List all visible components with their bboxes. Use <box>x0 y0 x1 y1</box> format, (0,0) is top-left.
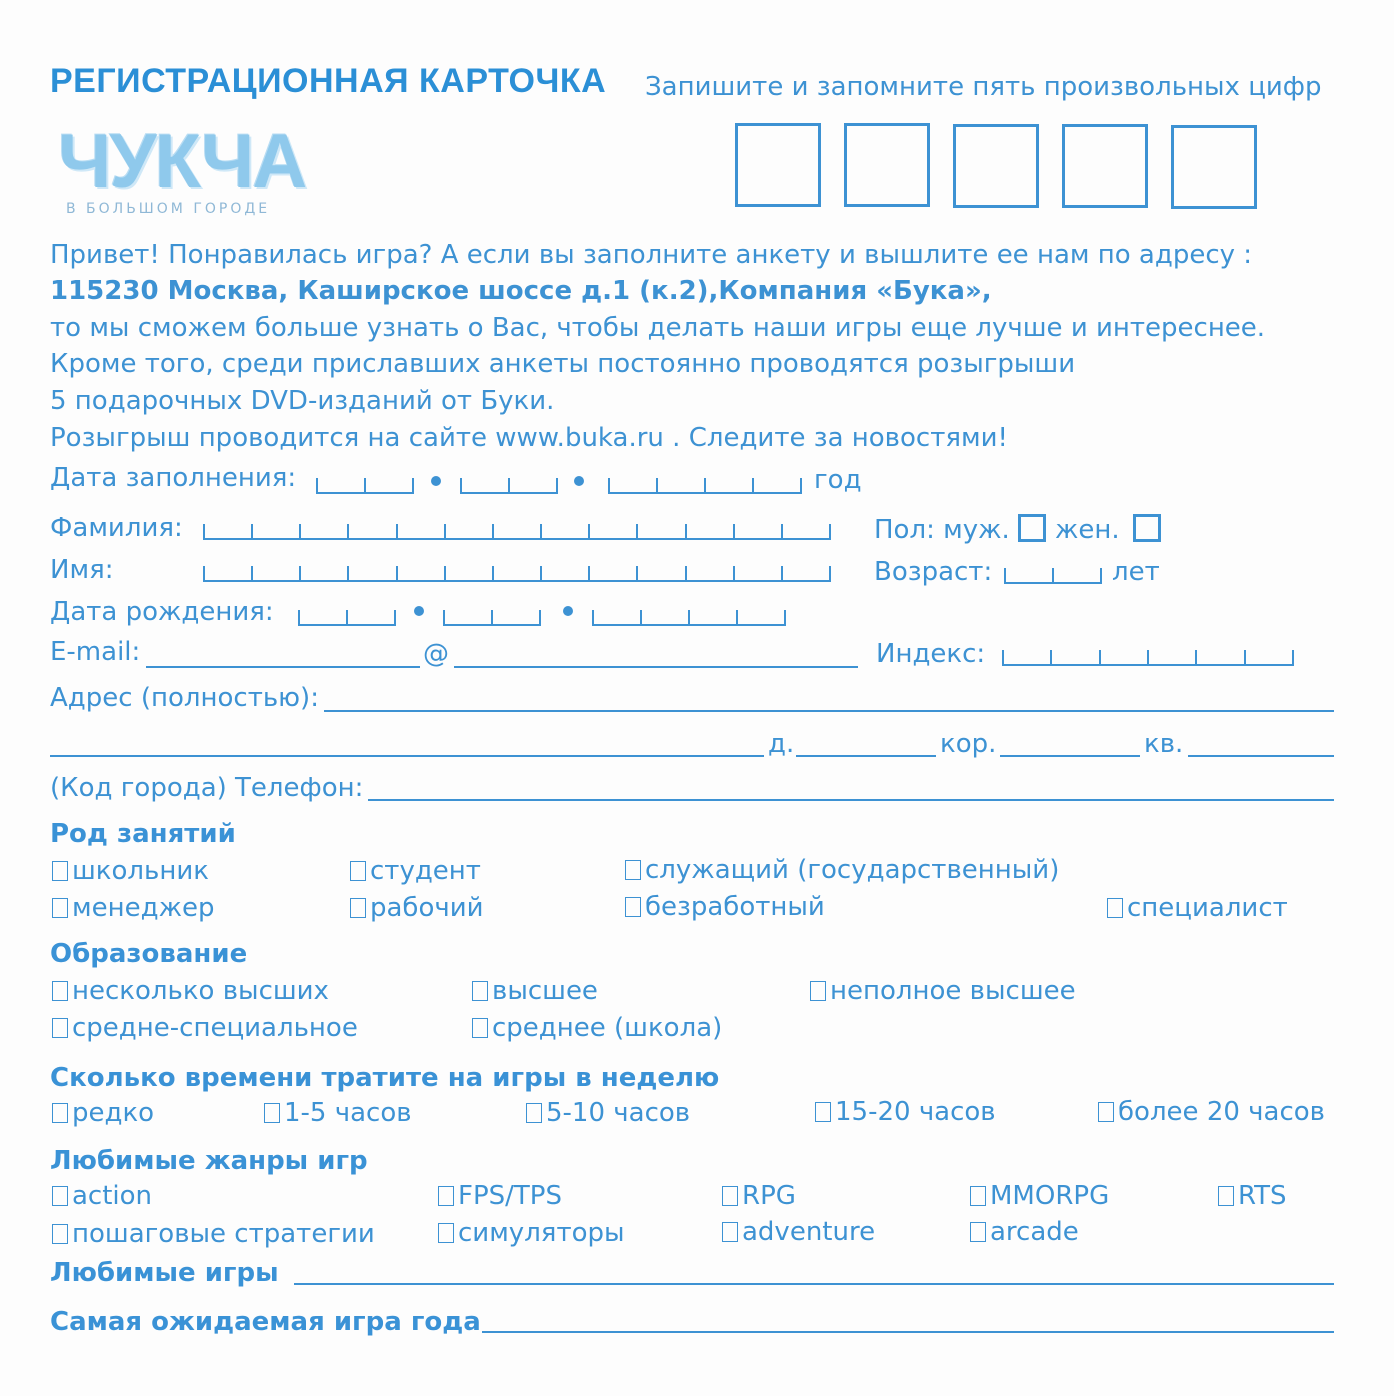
checkbox[interactable] <box>52 1186 68 1206</box>
checkbox[interactable] <box>1098 1102 1114 1122</box>
education-option[interactable]: средне-специальное <box>52 1013 358 1043</box>
index-field[interactable] <box>1002 640 1294 666</box>
checkbox[interactable] <box>350 898 366 918</box>
birth-date-month[interactable] <box>443 600 541 626</box>
time-option[interactable]: 5-10 часов <box>526 1098 690 1128</box>
date-separator <box>574 476 584 486</box>
address-field-2[interactable] <box>50 755 764 757</box>
genre-option[interactable]: RTS <box>1218 1181 1287 1211</box>
checkbox[interactable] <box>52 981 68 1001</box>
checkbox[interactable] <box>722 1222 738 1242</box>
email-user-field[interactable] <box>146 666 420 668</box>
checkbox[interactable] <box>625 897 641 917</box>
checkbox[interactable] <box>722 1186 738 1206</box>
intro-line-5: 5 подарочных DVD-изданий от Буки. <box>50 386 555 416</box>
genre-option[interactable]: action <box>52 1181 152 1211</box>
checkbox[interactable] <box>1218 1186 1234 1206</box>
phone-label: (Код города) Телефон: <box>50 773 364 803</box>
fill-date-label: Дата заполнения: <box>50 463 297 493</box>
genres-title: Любимые жанры игр <box>50 1146 368 1176</box>
checkbox[interactable] <box>438 1186 454 1206</box>
game-logo <box>58 118 305 217</box>
name-field[interactable] <box>203 556 831 582</box>
occupation-option[interactable]: школьник <box>52 856 209 886</box>
logo-name: ЧУКЧА <box>58 119 306 204</box>
digit-box-2[interactable] <box>844 123 930 207</box>
flat-label: кв. <box>1144 729 1184 759</box>
genre-option[interactable]: симуляторы <box>438 1218 625 1248</box>
date-separator <box>414 606 424 616</box>
occupation-option[interactable]: специалист <box>1107 893 1288 923</box>
favorite-games-label: Любимые игры <box>50 1258 279 1288</box>
occupation-option[interactable]: менеджер <box>52 893 215 923</box>
birth-date-day[interactable] <box>298 600 396 626</box>
checkbox[interactable] <box>472 1018 488 1038</box>
time-option[interactable]: 1-5 часов <box>264 1098 412 1128</box>
intro-line-4: Кроме того, среди приславших анкеты постоянно проводятся розыгрыши <box>50 349 1076 379</box>
checkbox[interactable] <box>625 860 641 880</box>
genre-option[interactable]: arcade <box>970 1217 1079 1247</box>
education-option[interactable]: высшее <box>472 976 598 1006</box>
genre-option[interactable]: RPG <box>722 1181 796 1211</box>
surname-field[interactable] <box>203 514 831 540</box>
intro-line-3: то мы сможем больше узнать о Вас, чтобы делать наши игры еще лучше и интереснее. <box>50 313 1266 343</box>
time-option[interactable]: редко <box>52 1098 154 1128</box>
building-field[interactable] <box>1000 755 1140 757</box>
checkbox[interactable] <box>970 1186 986 1206</box>
time-title: Сколько времени тратите на игры в неделю <box>50 1063 720 1093</box>
gender-female-label: жен. <box>1055 515 1120 545</box>
education-option[interactable]: неполное высшее <box>810 976 1076 1006</box>
digits-hint: Запишите и запомните пять произвольных цифр <box>645 72 1322 102</box>
education-title: Образование <box>50 939 248 969</box>
time-option[interactable]: 15-20 часов <box>815 1097 996 1127</box>
age-field[interactable] <box>1004 558 1102 584</box>
gender-female-checkbox[interactable] <box>1133 514 1161 542</box>
phone-field[interactable] <box>368 799 1334 801</box>
checkbox[interactable] <box>815 1102 831 1122</box>
email-at-sign: @ <box>423 639 449 669</box>
checkbox[interactable] <box>52 1224 68 1244</box>
address-field[interactable] <box>324 710 1334 712</box>
checkbox[interactable] <box>810 981 826 1001</box>
occupation-option[interactable]: безработный <box>625 892 825 922</box>
digit-box-3[interactable] <box>953 124 1039 208</box>
most-awaited-label: Самая ожидаемая игра года <box>50 1307 481 1337</box>
surname-label: Фамилия: <box>50 513 183 543</box>
genre-option[interactable]: MMORPG <box>970 1181 1109 1211</box>
logo-subtitle: В БОЛЬШОМ ГОРОДЕ <box>66 201 271 217</box>
occupation-option[interactable]: рабочий <box>350 893 484 923</box>
name-label: Имя: <box>50 555 114 585</box>
age-label: Возраст: <box>874 557 993 587</box>
checkbox[interactable] <box>472 981 488 1001</box>
occupation-option[interactable]: служащий (государственный) <box>625 855 1059 885</box>
occupation-title: Род занятий <box>50 819 236 849</box>
birth-date-label: Дата рождения: <box>50 597 274 627</box>
digit-box-1[interactable] <box>735 123 821 207</box>
checkbox[interactable] <box>1107 898 1123 918</box>
email-label: E-mail: <box>50 637 141 667</box>
intro-address: 115230 Москва, Каширское шоссе д.1 (к.2),Компания «Бука», <box>50 276 992 306</box>
digit-box-4[interactable] <box>1062 124 1148 208</box>
education-option[interactable]: среднее (школа) <box>472 1013 722 1043</box>
checkbox[interactable] <box>52 1103 68 1123</box>
genre-option[interactable]: FPS/TPS <box>438 1181 562 1211</box>
checkbox[interactable] <box>52 898 68 918</box>
date-separator <box>431 476 441 486</box>
genre-option[interactable]: пошаговые стратегии <box>52 1219 375 1249</box>
genre-option[interactable]: adventure <box>722 1217 875 1247</box>
years-label: лет <box>1112 557 1160 587</box>
checkbox[interactable] <box>438 1223 454 1243</box>
checkbox[interactable] <box>52 861 68 881</box>
index-label: Индекс: <box>876 639 986 669</box>
building-label: кор. <box>940 729 997 759</box>
checkbox[interactable] <box>264 1103 280 1123</box>
fill-date-year[interactable] <box>608 468 802 494</box>
most-awaited-field[interactable] <box>482 1331 1334 1333</box>
email-domain-field[interactable] <box>454 666 858 668</box>
card-title: РЕГИСТРАЦИОННАЯ КАРТОЧКА <box>50 62 607 100</box>
address-label: Адрес (полностью): <box>50 683 319 713</box>
digit-box-5[interactable] <box>1171 125 1257 209</box>
year-label: год <box>814 465 862 495</box>
flat-field[interactable] <box>1188 755 1334 757</box>
checkbox[interactable] <box>970 1222 986 1242</box>
occupation-option[interactable]: студент <box>350 856 481 886</box>
gender-male-checkbox[interactable] <box>1018 514 1046 542</box>
education-option[interactable]: несколько высших <box>52 976 329 1006</box>
favorite-games-field[interactable] <box>294 1283 1334 1285</box>
house-field[interactable] <box>796 755 936 757</box>
fill-date-day[interactable] <box>316 468 414 494</box>
house-label: д. <box>768 729 795 759</box>
time-option[interactable]: более 20 часов <box>1098 1097 1325 1127</box>
intro-line-1: Привет! Понравилась игра? А если вы заполните анкету и вышлите ее нам по адресу : <box>50 240 1253 270</box>
intro-line-6: Розыгрыш проводится на сайте www.buka.ru . Следите за новостями! <box>50 423 1008 453</box>
checkbox[interactable] <box>52 1018 68 1038</box>
fill-date-month[interactable] <box>460 468 558 494</box>
birth-date-year[interactable] <box>592 600 786 626</box>
gender-label: Пол: муж. <box>874 515 1010 545</box>
date-separator <box>563 606 573 616</box>
checkbox[interactable] <box>350 861 366 881</box>
checkbox[interactable] <box>526 1103 542 1123</box>
